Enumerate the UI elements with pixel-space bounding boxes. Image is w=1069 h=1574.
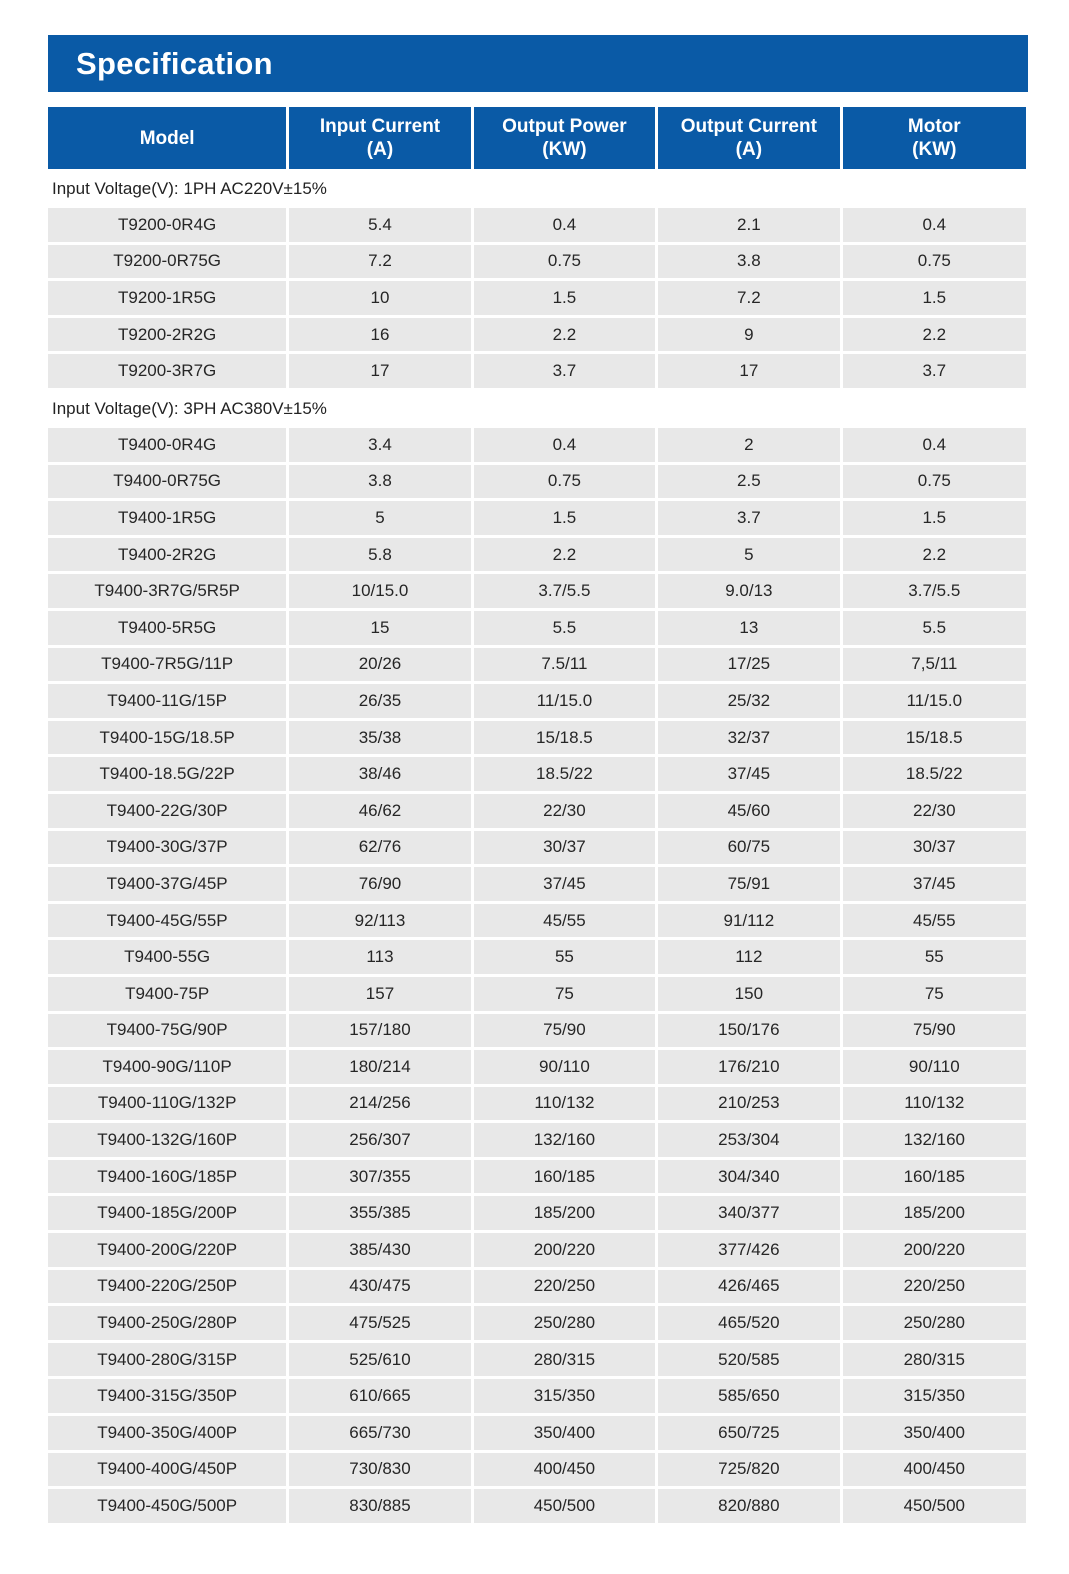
model-cell: T9400-22G/30P <box>48 794 286 828</box>
table-row <box>48 1196 1026 1230</box>
input-current-cell: 10 <box>289 281 470 315</box>
model-cell: T9400-37G/45P <box>48 867 286 901</box>
input-current-cell: 10/15.0 <box>289 574 470 608</box>
motor-cell: 11/15.0 <box>843 684 1026 718</box>
output-current-cell: 32/37 <box>658 721 839 755</box>
output-current-cell: 91/112 <box>658 904 839 938</box>
table-row <box>48 1343 1026 1377</box>
output-power-cell: 400/450 <box>474 1453 655 1487</box>
model-cell: T9400-11G/15P <box>48 684 286 718</box>
output-power-cell: 2.2 <box>474 318 655 352</box>
table-row <box>48 1270 1026 1304</box>
output-power-cell: 15/18.5 <box>474 721 655 755</box>
output-current-cell: 150/176 <box>658 1014 839 1048</box>
input-current-cell: 113 <box>289 940 470 974</box>
model-cell: T9400-5R5G <box>48 611 286 645</box>
output-power-cell: 30/37 <box>474 831 655 865</box>
motor-cell: 1.5 <box>843 281 1026 315</box>
output-current-cell: 9 <box>658 318 839 352</box>
header-motor <box>843 107 1026 169</box>
input-current-cell: 7.2 <box>289 245 470 279</box>
motor-cell: 0.75 <box>843 245 1026 279</box>
input-current-cell: 20/26 <box>289 648 470 682</box>
output-power-cell: 280/315 <box>474 1343 655 1377</box>
header-input-current-label: Input Current <box>319 116 441 137</box>
table-row <box>48 501 1026 535</box>
table-row <box>48 1123 1026 1157</box>
output-power-cell: 75/90 <box>474 1014 655 1048</box>
output-current-cell: 7.2 <box>658 281 839 315</box>
output-current-cell: 75/91 <box>658 867 839 901</box>
input-current-cell: 46/62 <box>289 794 470 828</box>
output-power-cell: 185/200 <box>474 1196 655 1230</box>
table-row <box>48 1160 1026 1194</box>
motor-cell: 350/400 <box>843 1416 1026 1450</box>
output-power-cell: 2.2 <box>474 538 655 572</box>
output-current-cell: 17 <box>658 354 839 388</box>
input-current-cell: 3.8 <box>289 465 470 499</box>
output-power-cell: 160/185 <box>474 1160 655 1194</box>
input-current-cell: 35/38 <box>289 721 470 755</box>
model-cell: T9400-75G/90P <box>48 1014 286 1048</box>
header-input-current <box>289 107 470 169</box>
output-current-cell: 725/820 <box>658 1453 839 1487</box>
table-row <box>48 574 1026 608</box>
input-current-cell: 730/830 <box>289 1453 470 1487</box>
table-row <box>48 1306 1026 1340</box>
output-power-cell: 350/400 <box>474 1416 655 1450</box>
table-row <box>48 794 1026 828</box>
table-row <box>48 1050 1026 1084</box>
output-current-cell: 253/304 <box>658 1123 839 1157</box>
model-cell: T9400-220G/250P <box>48 1270 286 1304</box>
motor-cell: 2.2 <box>843 538 1026 572</box>
model-cell: T9400-30G/37P <box>48 831 286 865</box>
table-row <box>48 721 1026 755</box>
model-cell: T9400-400G/450P <box>48 1453 286 1487</box>
output-current-cell: 210/253 <box>658 1087 839 1121</box>
input-current-cell: 157/180 <box>289 1014 470 1048</box>
model-cell: T9200-0R75G <box>48 245 286 279</box>
model-cell: T9400-0R75G <box>48 465 286 499</box>
input-current-cell: 38/46 <box>289 757 470 791</box>
output-current-cell: 13 <box>658 611 839 645</box>
output-power-cell: 0.4 <box>474 208 655 242</box>
output-power-cell: 315/350 <box>474 1379 655 1413</box>
header-output-current-unit: (A) <box>735 139 763 160</box>
table-row <box>48 1489 1026 1523</box>
output-current-cell: 112 <box>658 940 839 974</box>
model-cell: T9400-132G/160P <box>48 1123 286 1157</box>
output-power-cell: 55 <box>474 940 655 974</box>
header-input-current-unit: (A) <box>366 139 394 160</box>
motor-cell: 75 <box>843 977 1026 1011</box>
output-power-cell: 0.4 <box>474 428 655 462</box>
output-power-cell: 1.5 <box>474 281 655 315</box>
motor-cell: 110/132 <box>843 1087 1026 1121</box>
table-row <box>48 867 1026 901</box>
output-current-cell: 176/210 <box>658 1050 839 1084</box>
table-body-1ph <box>48 208 1026 391</box>
motor-cell: 0.75 <box>843 465 1026 499</box>
input-current-cell: 76/90 <box>289 867 470 901</box>
output-power-cell: 3.7/5.5 <box>474 574 655 608</box>
output-current-cell: 17/25 <box>658 648 839 682</box>
motor-cell: 450/500 <box>843 1489 1026 1523</box>
input-current-cell: 355/385 <box>289 1196 470 1230</box>
table-row <box>48 1233 1026 1267</box>
output-current-cell: 377/426 <box>658 1233 839 1267</box>
motor-cell: 75/90 <box>843 1014 1026 1048</box>
table-row <box>48 977 1026 1011</box>
table-row <box>48 831 1026 865</box>
output-power-cell: 1.5 <box>474 501 655 535</box>
table-row <box>48 611 1026 645</box>
header-model <box>48 107 286 169</box>
motor-cell: 0.4 <box>843 208 1026 242</box>
output-current-cell: 520/585 <box>658 1343 839 1377</box>
table-row <box>48 757 1026 791</box>
output-power-cell: 200/220 <box>474 1233 655 1267</box>
motor-cell: 315/350 <box>843 1379 1026 1413</box>
output-power-cell: 220/250 <box>474 1270 655 1304</box>
header-output-current <box>658 107 839 169</box>
output-current-cell: 37/45 <box>658 757 839 791</box>
table-row <box>48 354 1026 388</box>
model-cell: T9400-185G/200P <box>48 1196 286 1230</box>
input-current-cell: 157 <box>289 977 470 1011</box>
input-current-cell: 16 <box>289 318 470 352</box>
motor-cell: 400/450 <box>843 1453 1026 1487</box>
output-current-cell: 9.0/13 <box>658 574 839 608</box>
table-row <box>48 208 1026 242</box>
motor-cell: 37/45 <box>843 867 1026 901</box>
input-current-cell: 62/76 <box>289 831 470 865</box>
table-row <box>48 538 1026 572</box>
motor-cell: 0.4 <box>843 428 1026 462</box>
header-output-power <box>474 107 655 169</box>
input-current-cell: 3.4 <box>289 428 470 462</box>
output-power-cell: 3.7 <box>474 354 655 388</box>
output-power-cell: 5.5 <box>474 611 655 645</box>
model-cell: T9400-1R5G <box>48 501 286 535</box>
table-row <box>48 428 1026 462</box>
motor-cell: 90/110 <box>843 1050 1026 1084</box>
model-cell: T9400-3R7G/5R5P <box>48 574 286 608</box>
table-row <box>48 245 1026 279</box>
output-power-cell: 7.5/11 <box>474 648 655 682</box>
table-row <box>48 1014 1026 1048</box>
input-current-cell: 665/730 <box>289 1416 470 1450</box>
output-power-cell: 18.5/22 <box>474 757 655 791</box>
output-current-cell: 304/340 <box>658 1160 839 1194</box>
motor-cell: 185/200 <box>843 1196 1026 1230</box>
header-model-label: Model <box>139 127 195 149</box>
input-current-cell: 180/214 <box>289 1050 470 1084</box>
output-current-cell: 340/377 <box>658 1196 839 1230</box>
output-current-cell: 465/520 <box>658 1306 839 1340</box>
motor-cell: 55 <box>843 940 1026 974</box>
model-cell: T9400-45G/55P <box>48 904 286 938</box>
output-current-cell: 820/880 <box>658 1489 839 1523</box>
input-current-cell: 475/525 <box>289 1306 470 1340</box>
output-current-cell: 426/465 <box>658 1270 839 1304</box>
header-output-current-label: Output Current <box>680 116 817 137</box>
output-power-cell: 22/30 <box>474 794 655 828</box>
output-power-cell: 0.75 <box>474 245 655 279</box>
model-cell: T9400-90G/110P <box>48 1050 286 1084</box>
model-cell: T9400-250G/280P <box>48 1306 286 1340</box>
spec-title-bar <box>48 35 1028 92</box>
group-label-1ph: Input Voltage(V): 1PH AC220V±15% <box>52 179 327 198</box>
input-current-cell: 5.8 <box>289 538 470 572</box>
motor-cell: 1.5 <box>843 501 1026 535</box>
table-row <box>48 1087 1026 1121</box>
motor-cell: 22/30 <box>843 794 1026 828</box>
input-current-cell: 17 <box>289 354 470 388</box>
model-cell: T9400-200G/220P <box>48 1233 286 1267</box>
output-current-cell: 150 <box>658 977 839 1011</box>
header-output-power-label: Output Power <box>502 116 627 137</box>
output-current-cell: 2 <box>658 428 839 462</box>
output-power-cell: 37/45 <box>474 867 655 901</box>
motor-cell: 132/160 <box>843 1123 1026 1157</box>
model-cell: T9400-55G <box>48 940 286 974</box>
output-power-cell: 11/15.0 <box>474 684 655 718</box>
table-row <box>48 684 1026 718</box>
table-row <box>48 465 1026 499</box>
input-current-cell: 92/113 <box>289 904 470 938</box>
input-current-cell: 5.4 <box>289 208 470 242</box>
motor-cell: 280/315 <box>843 1343 1026 1377</box>
input-current-cell: 214/256 <box>289 1087 470 1121</box>
motor-cell: 45/55 <box>843 904 1026 938</box>
input-current-cell: 525/610 <box>289 1343 470 1377</box>
output-current-cell: 2.5 <box>658 465 839 499</box>
model-cell: T9200-1R5G <box>48 281 286 315</box>
output-current-cell: 60/75 <box>658 831 839 865</box>
header-motor-label: Motor <box>907 116 961 137</box>
table-header <box>48 107 1026 169</box>
header-output-power-unit: (KW) <box>542 139 587 160</box>
model-cell: T9200-2R2G <box>48 318 286 352</box>
input-current-cell: 256/307 <box>289 1123 470 1157</box>
output-current-cell: 2.1 <box>658 208 839 242</box>
table-row <box>48 1379 1026 1413</box>
table-row <box>48 318 1026 352</box>
motor-cell: 18.5/22 <box>843 757 1026 791</box>
output-power-cell: 250/280 <box>474 1306 655 1340</box>
table-body-3ph <box>48 428 1026 1526</box>
motor-cell: 250/280 <box>843 1306 1026 1340</box>
header-motor-unit: (KW) <box>912 139 957 160</box>
model-cell: T9200-3R7G <box>48 354 286 388</box>
page-title: Specification <box>76 46 273 81</box>
output-power-cell: 90/110 <box>474 1050 655 1084</box>
output-current-cell: 3.7 <box>658 501 839 535</box>
model-cell: T9200-0R4G <box>48 208 286 242</box>
model-cell: T9400-110G/132P <box>48 1087 286 1121</box>
model-cell: T9400-75P <box>48 977 286 1011</box>
model-cell: T9400-15G/18.5P <box>48 721 286 755</box>
table-row <box>48 904 1026 938</box>
output-power-cell: 75 <box>474 977 655 1011</box>
motor-cell: 15/18.5 <box>843 721 1026 755</box>
input-current-cell: 26/35 <box>289 684 470 718</box>
output-power-cell: 45/55 <box>474 904 655 938</box>
input-current-cell: 15 <box>289 611 470 645</box>
output-power-cell: 450/500 <box>474 1489 655 1523</box>
output-current-cell: 650/725 <box>658 1416 839 1450</box>
input-current-cell: 610/665 <box>289 1379 470 1413</box>
model-cell: T9400-2R2G <box>48 538 286 572</box>
motor-cell: 3.7/5.5 <box>843 574 1026 608</box>
table-row <box>48 940 1026 974</box>
motor-cell: 3.7 <box>843 354 1026 388</box>
table-row <box>48 1453 1026 1487</box>
output-power-cell: 132/160 <box>474 1123 655 1157</box>
output-current-cell: 585/650 <box>658 1379 839 1413</box>
output-power-cell: 110/132 <box>474 1087 655 1121</box>
model-cell: T9400-280G/315P <box>48 1343 286 1377</box>
model-cell: T9400-18.5G/22P <box>48 757 286 791</box>
model-cell: T9400-7R5G/11P <box>48 648 286 682</box>
output-current-cell: 5 <box>658 538 839 572</box>
motor-cell: 200/220 <box>843 1233 1026 1267</box>
motor-cell: 7,5/11 <box>843 648 1026 682</box>
motor-cell: 220/250 <box>843 1270 1026 1304</box>
input-current-cell: 307/355 <box>289 1160 470 1194</box>
table-row <box>48 648 1026 682</box>
output-current-cell: 45/60 <box>658 794 839 828</box>
motor-cell: 5.5 <box>843 611 1026 645</box>
model-cell: T9400-315G/350P <box>48 1379 286 1413</box>
table-row <box>48 1416 1026 1450</box>
input-current-cell: 385/430 <box>289 1233 470 1267</box>
model-cell: T9400-0R4G <box>48 428 286 462</box>
group-label-3ph: Input Voltage(V): 3PH AC380V±15% <box>52 399 327 418</box>
model-cell: T9400-160G/185P <box>48 1160 286 1194</box>
motor-cell: 2.2 <box>843 318 1026 352</box>
output-current-cell: 3.8 <box>658 245 839 279</box>
input-current-cell: 830/885 <box>289 1489 470 1523</box>
table-row <box>48 281 1026 315</box>
motor-cell: 30/37 <box>843 831 1026 865</box>
motor-cell: 160/185 <box>843 1160 1026 1194</box>
output-power-cell: 0.75 <box>474 465 655 499</box>
model-cell: T9400-450G/500P <box>48 1489 286 1523</box>
input-current-cell: 430/475 <box>289 1270 470 1304</box>
model-cell: T9400-350G/400P <box>48 1416 286 1450</box>
input-current-cell: 5 <box>289 501 470 535</box>
output-current-cell: 25/32 <box>658 684 839 718</box>
